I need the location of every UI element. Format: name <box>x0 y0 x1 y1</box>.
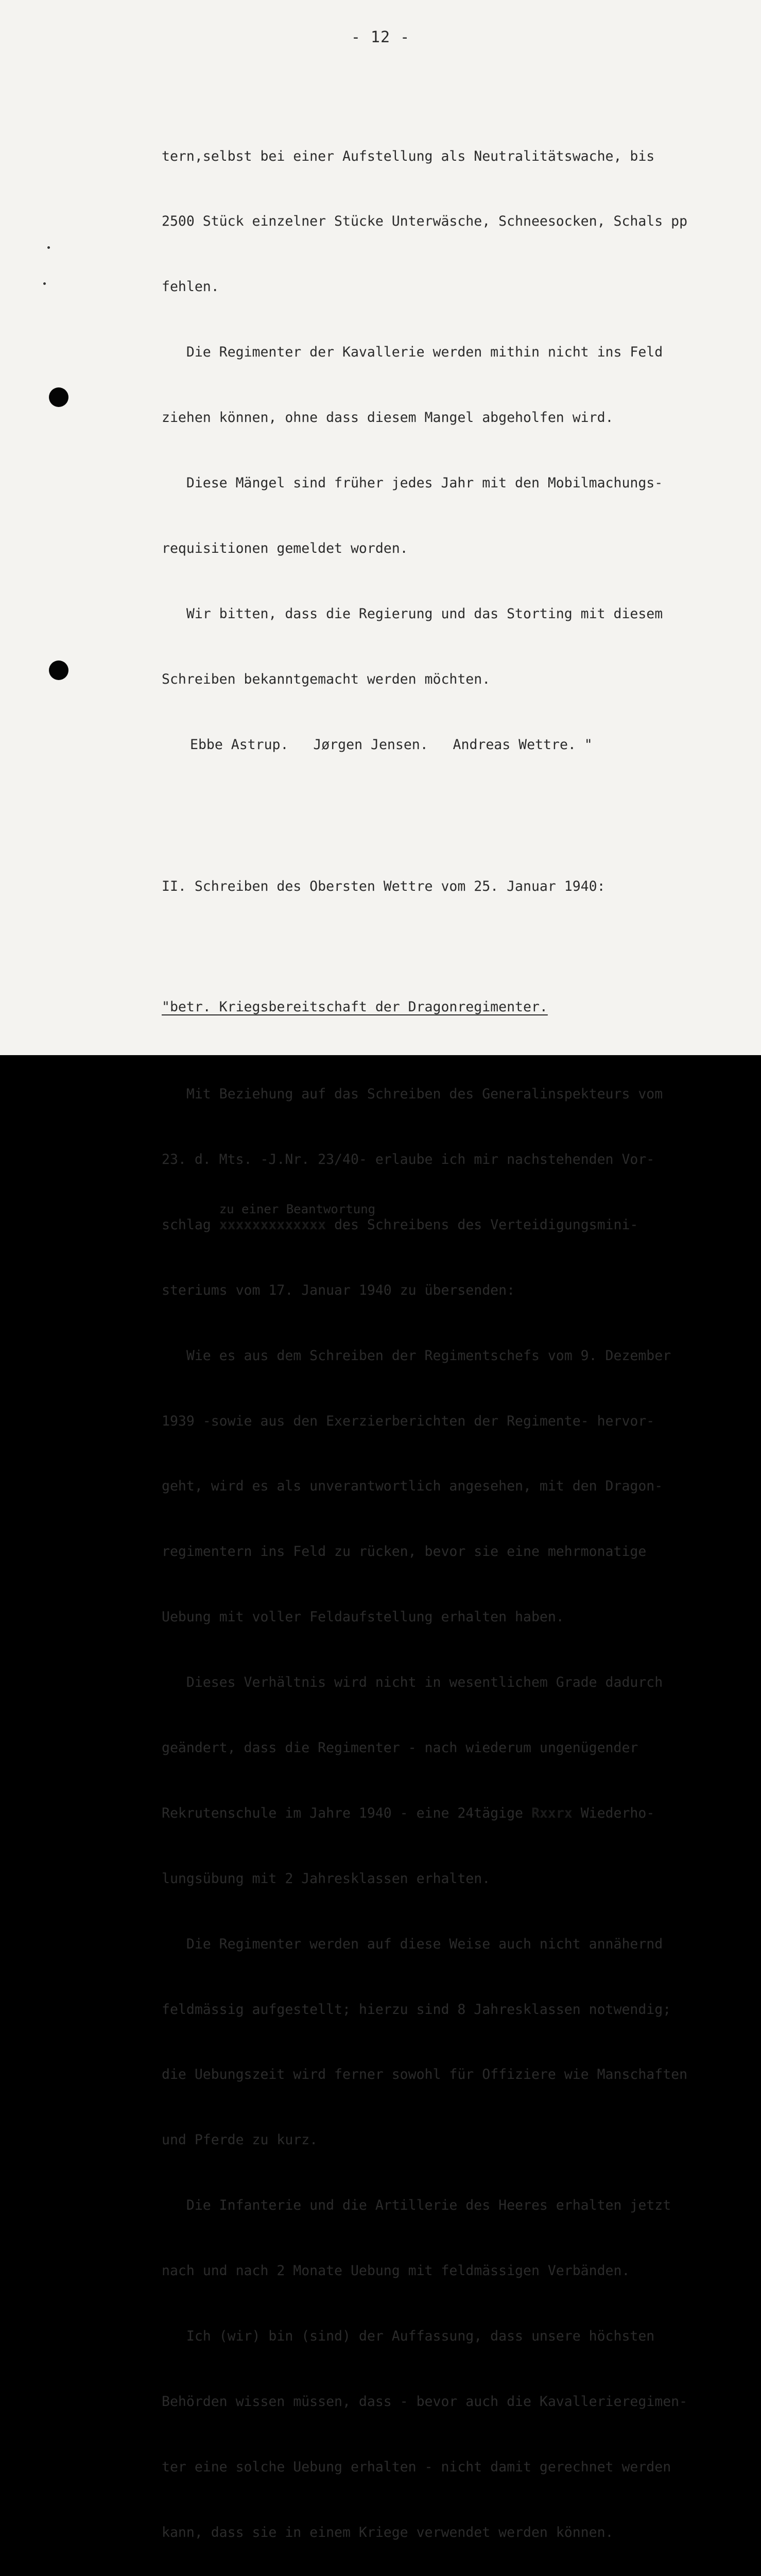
text-line: 23. d. Mts. -J.Nr. 23/40- erlaube ich mir nachstehenden Vor- <box>162 1151 655 1167</box>
text-line: Uebung mit voller Feldaufstellung erhalten haben. <box>162 1609 564 1625</box>
subject-text: "betr. Kriegsbereitschaft der Dragonregimenter. <box>162 998 548 1015</box>
text-line: tern,selbst bei einer Aufstellung als Neutralitätswache, bis <box>162 148 655 164</box>
text-line: feldmässig aufgestellt; hierzu sind 8 Jahresklassen notwendig; <box>162 2001 671 2018</box>
struck-out-text: Rxxrx <box>531 1805 573 1821</box>
text-line: Wir bitten, dass die Regierung und das Storting mit diesem <box>162 605 663 622</box>
text-line: 2500 Stück einzelner Stücke Unterwäsche, Schneesocken, Schals pp <box>162 213 688 230</box>
paragraph-gap <box>162 821 743 833</box>
struck-out-text: xxxxxxxxxxxxx <box>219 1216 326 1233</box>
text-line: geändert, dass die Regimenter - nach wiederum ungenügender <box>162 1739 638 1756</box>
text-line: requisitionen gemeldet worden. <box>162 540 408 556</box>
text-line: Die Regimenter werden auf diese Weise auch nicht annähernd <box>162 1936 663 1952</box>
text-line: die Uebungszeit wird ferner sowohl für Offiziere wie Manschaften <box>162 2066 688 2083</box>
text-line: Die Regimenter der Kavallerie werden mithin nicht ins Feld <box>162 344 663 361</box>
text-line: nach und nach 2 Monate Uebung mit feldmässigen Verbänden. <box>162 2263 630 2279</box>
text-line: 1939 -sowie aus den Exerzierberichten der Regimente- hervor- <box>162 1413 655 1429</box>
text-line: ziehen können, ohne dass diesem Mangel abgeholfen wird. <box>162 410 614 426</box>
text-line: und Pferde zu kurz. <box>162 2132 318 2148</box>
page-number: - 12 - <box>351 28 410 46</box>
text-line: Ich (wir) bin (sind) der Auffassung, dass unsere höchsten <box>162 2328 655 2344</box>
inserted-correction-text: zu einer Beantwortung <box>219 1201 376 1216</box>
struck-line-start: Rekrutenschule im Jahre 1940 - eine 24tägige <box>162 1805 531 1821</box>
punch-hole-lower <box>49 660 68 680</box>
overtype-correction <box>219 1201 376 1236</box>
struck-line-end: Wiederho- <box>572 1805 655 1821</box>
text-line: fehlen. <box>162 279 219 295</box>
overtype-end: des Schreibens des Verteidigungsmini- <box>326 1216 638 1233</box>
overtyped-line <box>162 1201 743 1236</box>
punch-hole-upper <box>49 387 68 407</box>
text-line: ter eine solche Uebung erhalten - nicht damit gerechnet werden <box>162 2459 671 2475</box>
text-line: kann, dass sie in einem Kriege verwendet werden können. <box>162 2524 614 2540</box>
margin-speck <box>47 246 50 249</box>
text-line: regimentern ins Feld zu rücken, bevor sie eine mehrmonatige <box>162 1544 647 1560</box>
struck-line <box>162 1803 743 1824</box>
text-line: Schreiben bekanntgemacht werden möchten. <box>162 671 491 687</box>
subject-line <box>162 996 743 1018</box>
signature-line: Ebbe Astrup. Jørgen Jensen. Andreas Wettre. " <box>190 736 593 753</box>
overtype-start: schlag <box>162 1216 219 1233</box>
text-line: Mit Beziehung auf das Schreiben des Generalinspekteurs vom <box>162 1086 663 1103</box>
section-heading: II. Schreiben des Obersten Wettre vom 25. Januar 1940: <box>162 878 606 895</box>
paragraph-gap <box>162 941 743 953</box>
text-line: Die Infanterie und die Artillerie des Heeres erhalten jetzt <box>162 2197 671 2214</box>
typed-body-text <box>162 102 743 2576</box>
margin-speck <box>43 282 46 285</box>
text-line: Behörden wissen müssen, dass - bevor auch die Kavallerieregimen- <box>162 2393 688 2410</box>
text-line: geht, wird es als unverantwortlich angesehen, mit den Dragon- <box>162 1478 663 1495</box>
text-line: steriums vom 17. Januar 1940 zu übersenden: <box>162 1282 515 1298</box>
text-line: Dieses Verhältnis wird nicht in wesentlichem Grade dadurch <box>162 1674 663 1691</box>
text-line: Wie es aus dem Schreiben der Regimentschefs vom 9. Dezember <box>162 1347 671 1364</box>
text-line: Diese Mängel sind früher jedes Jahr mit den Mobilmachungs- <box>162 475 663 492</box>
text-line: lungsübung mit 2 Jahresklassen erhalten. <box>162 1870 491 1887</box>
